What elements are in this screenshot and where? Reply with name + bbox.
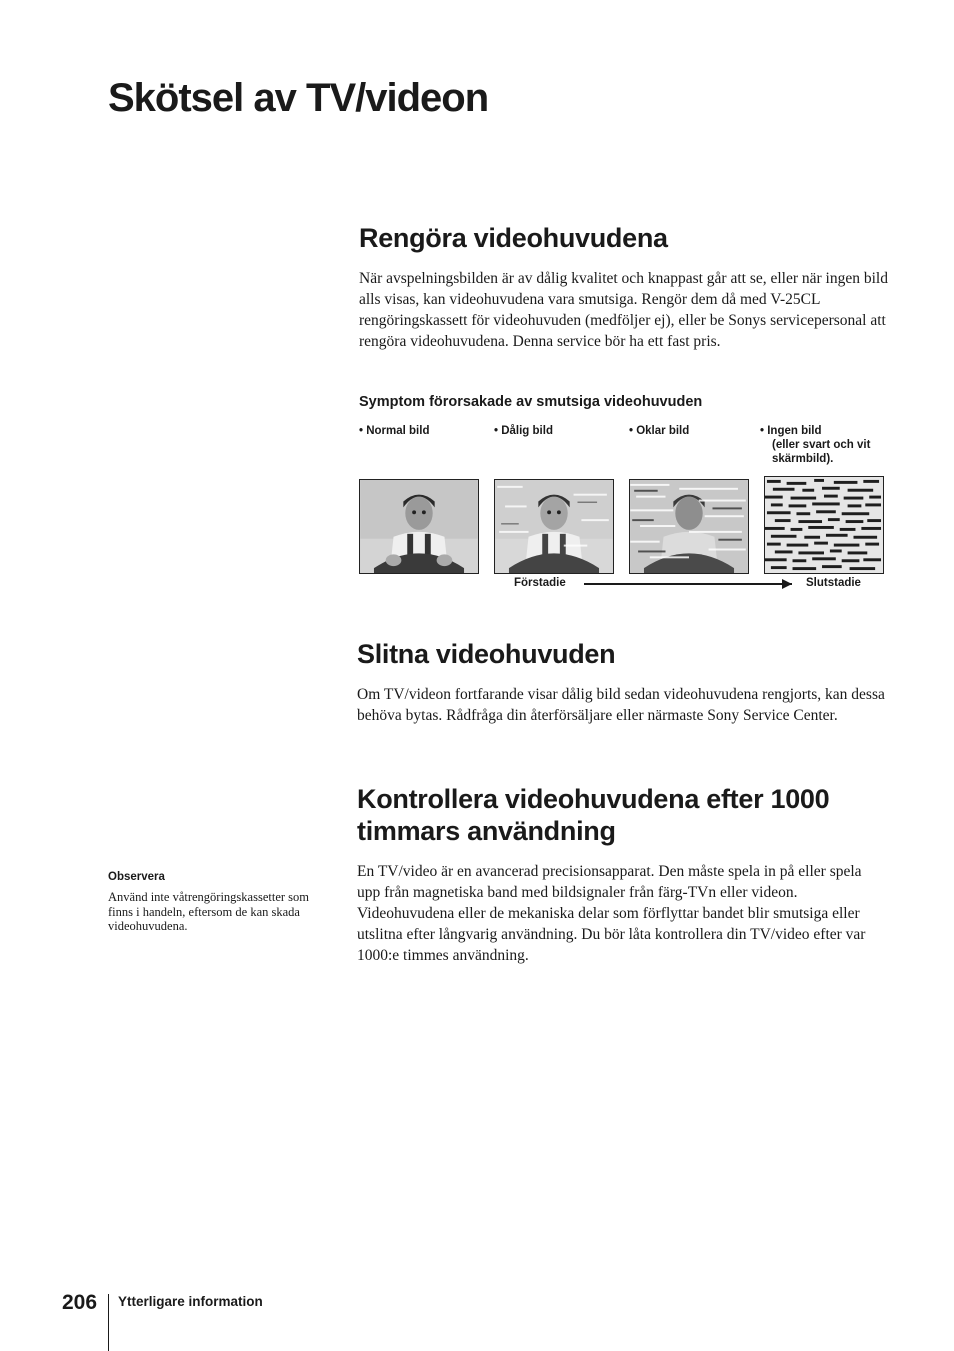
- image-normal-picture: [359, 479, 479, 574]
- symptom-label-text: • Ingen bild: [760, 425, 822, 437]
- symptoms-heading: Symptom förorsakade av smutsiga videohuvuden: [359, 394, 703, 410]
- child-picture-unclear: [630, 480, 748, 573]
- note-title: Observera: [108, 871, 165, 883]
- page-title: Skötsel av TV/videon: [108, 76, 489, 120]
- arrow-right-icon: [782, 579, 792, 589]
- check-paragraph-1: En TV/video är en avancerad precisionsapparat. Den måste spela in på eller spela upp från magnetiska band med bildsignaler från färg-TVn eller videon.: [357, 863, 862, 901]
- symptom-label-subtext: (eller svart och vit skärmbild).: [772, 439, 871, 465]
- footer-divider: [108, 1294, 109, 1351]
- symptom-label-poor: [494, 424, 553, 438]
- child-picture-normal: [360, 480, 478, 573]
- symptom-label-text: • Normal bild: [359, 425, 430, 437]
- symptom-label-none: [760, 424, 890, 466]
- stage-start-label: Förstadie: [514, 577, 566, 589]
- check-text-block: [357, 861, 887, 966]
- section-heading-worn: Slitna videohuvuden: [357, 639, 616, 669]
- footer-section-title: Ytterligare information: [118, 1294, 263, 1309]
- page-number: 206: [62, 1291, 98, 1314]
- symptom-label-text: • Oklar bild: [629, 425, 690, 437]
- section-heading-cleaning: Rengöra videohuvudena: [359, 223, 668, 253]
- check-paragraph-2: Videohuvudena eller de mekaniska delar som förflyttar bandet blir smutsiga eller utslitna efter långvarig användning. Du bör låta kontrollera din TV/video efter var 1000:e timmes användning.: [357, 905, 866, 964]
- noise-picture: [765, 477, 883, 573]
- worn-paragraph: Om TV/videon fortfarande visar dålig bild sedan videohuvudena rengjorts, kan dessa behöva bytas. Rådfråga din återförsäljare eller närmaste Sony Service Center.: [357, 686, 885, 724]
- section-heading-check: Kontrollera videohuvudena efter 1000 timmars användning: [357, 784, 830, 846]
- image-poor-picture: [494, 479, 614, 574]
- symptom-label-unclear: [629, 424, 689, 438]
- image-unclear-picture: [629, 479, 749, 574]
- stage-end-label: Slutstadie: [806, 577, 861, 589]
- cleaning-paragraph: När avspelningsbilden är av dålig kvalitet och knappast går att se, eller när ingen bild alls visas, kan videohuvudena vara smutsiga. Rengör dem då med V-25CL rengöringskassett för videohuvuden (medföljer ej), eller be Sonys servicepersonal att rengöra videohuvudena. Denna service bör ha ett fast pris.: [359, 270, 888, 350]
- child-picture-poor: [495, 480, 613, 573]
- symptom-label-normal: [359, 424, 429, 438]
- image-no-picture: [764, 476, 884, 574]
- symptom-label-text: • Dålig bild: [494, 425, 553, 437]
- stage-arrow-line: [584, 583, 792, 585]
- note-text: Använd inte våtrengöringskassetter som finns i handeln, eftersom de kan skada videohuvudena.: [108, 890, 309, 933]
